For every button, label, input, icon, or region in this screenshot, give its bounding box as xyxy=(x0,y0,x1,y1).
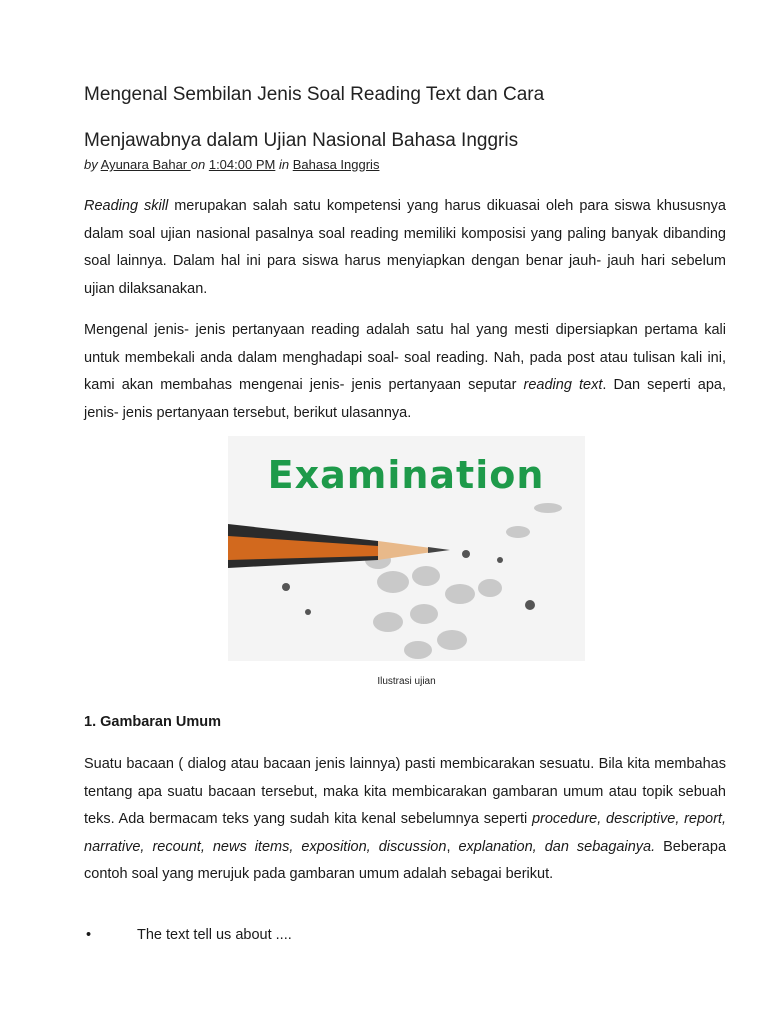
examination-illustration xyxy=(228,436,585,661)
byline xyxy=(84,157,379,172)
list-item xyxy=(84,922,726,948)
byline-on: on xyxy=(190,157,206,172)
bullet-icon: • xyxy=(86,927,92,943)
section-heading: 1. Gambaran Umum xyxy=(84,714,221,730)
list-item-text: The text tell us about .... xyxy=(137,927,292,943)
article-title-line-1: Mengenal Sembilan Jenis Soal Reading Text dan Cara xyxy=(84,84,545,105)
italic-text: reading text xyxy=(523,377,603,393)
paragraph-intro xyxy=(84,193,726,303)
image-title-text: Examination xyxy=(267,453,545,497)
paragraph-overview xyxy=(84,317,726,427)
text-run: merupakan salah satu kompetensi yang harus dikuasai oleh para siswa khususnya dalam soal ujian nasional pasalnya soal reading memiliki komposisi yang paling banyak dibanding soal lainnya. Dalam hal ini para siswa harus menyiapkan dengan benar jauh- jauh hari sebelum ujian dilaksanakan. xyxy=(84,198,726,297)
category-link[interactable]: Bahasa Inggris xyxy=(292,157,380,172)
author-link[interactable]: Ayunara Bahar xyxy=(100,157,191,172)
italic-text: Reading skill xyxy=(84,198,175,214)
figure-caption: Ilustrasi ujian xyxy=(377,676,436,687)
italic-text: procedure, descriptive, report, narrative, recount, news items, exposition, discussion xyxy=(84,811,726,855)
paragraph-general-overview xyxy=(84,751,726,889)
byline-by: by xyxy=(84,157,98,172)
question-list xyxy=(84,922,726,948)
article-title-line-2: Menjawabnya dalam Ujian Nasional Bahasa Inggris xyxy=(84,130,519,151)
time-link[interactable]: 1:04:00 PM xyxy=(208,157,276,172)
byline-in: in xyxy=(278,157,290,172)
italic-text: explanation, dan sebagainya. xyxy=(458,838,656,855)
text-run: Suatu bacaan ( dialog atau bacaan jenis lainnya) pasti membicarakan sesuatu. Bila kita membahas tentang apa suatu bacaan tersebut, maka kita membicarakan gambaran umum atau topik sebuah teks. Ada bermacam teks yang sudah kita kenal sebelumnya seperti xyxy=(84,756,726,827)
text-run: . Dan seperti apa, jenis- jenis pertanyaan tersebut, berikut ulasannya. xyxy=(84,377,726,421)
text-run: , xyxy=(446,838,459,855)
text-run: Mengenal jenis- jenis pertanyaan reading adalah satu hal yang mesti dipersiapkan pertama kali untuk membekali anda dalam menghadapi soal- soal reading. Nah, pada post atau tulisan kali ini, kami akan membahas mengenai jenis- jenis pertanyaan seputar xyxy=(84,322,726,393)
text-run: Beberapa contoh soal yang merujuk pada gambaran umum adalah sebagai berikut. xyxy=(84,838,727,882)
